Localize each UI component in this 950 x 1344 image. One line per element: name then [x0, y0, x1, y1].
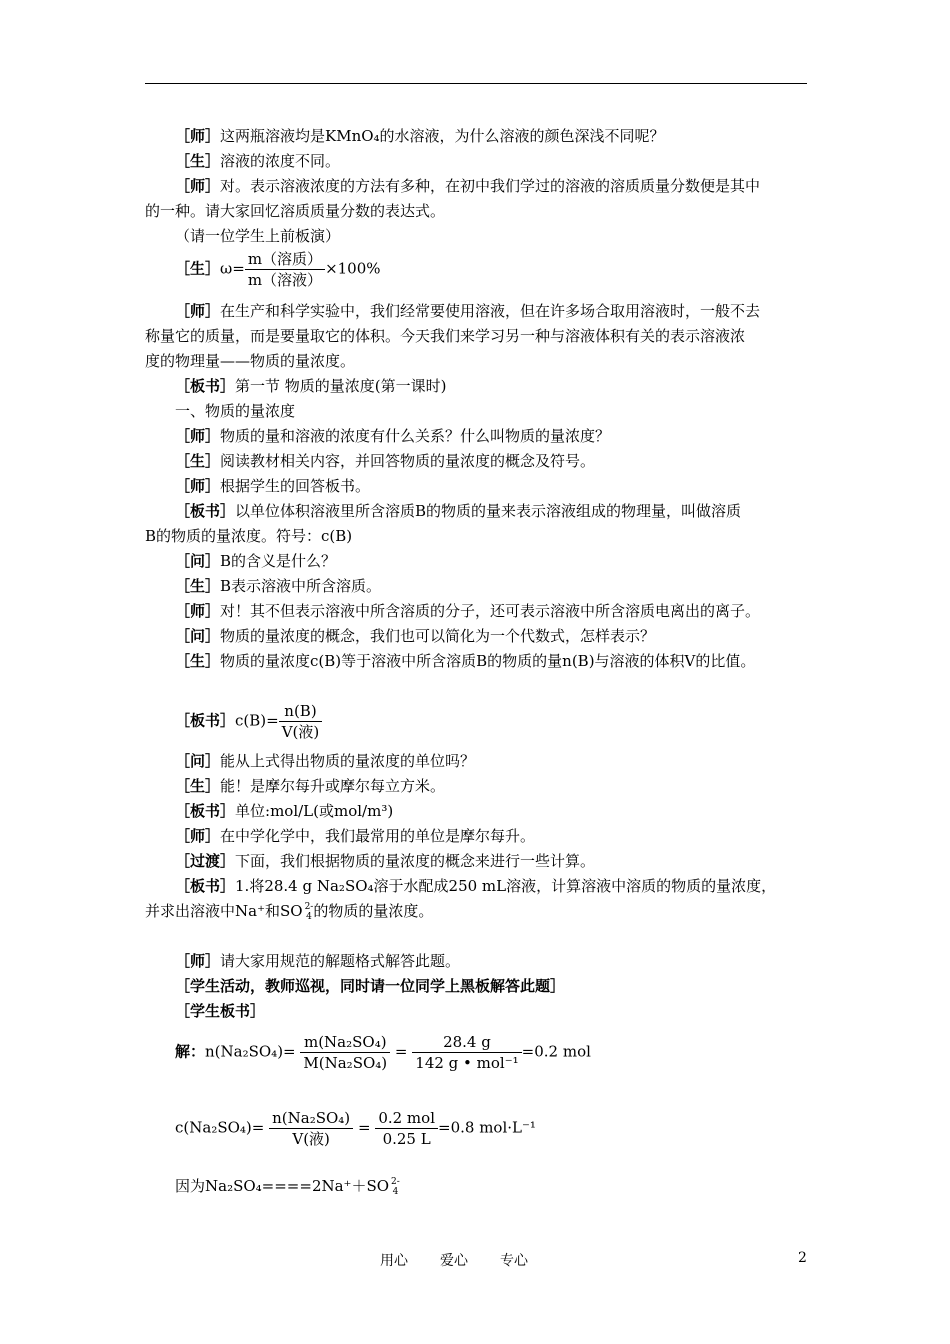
paragraph-teacher-3 [175, 301, 760, 321]
paragraph-text: B的含义是什么？ [220, 552, 337, 570]
paragraph-text: 溶液的浓度不同。 [220, 152, 341, 170]
paragraph-transition [175, 851, 595, 871]
numerator: n(Na₂SO₄) [269, 1108, 353, 1129]
paragraph-text: 在中学化学中，我们最常用的单位是摩尔每升。 [220, 827, 536, 845]
paragraph-teacher-7 [175, 826, 535, 846]
ion-charge-top: 2- [304, 902, 314, 912]
paragraph-text: 下面，我们根据物质的量浓度的概念来进行一些计算。 [235, 852, 596, 870]
speaker-tag: ［师］ [175, 952, 221, 970]
speaker-tag: ［生］ [175, 577, 221, 595]
fraction [279, 701, 323, 742]
fraction [269, 1108, 353, 1149]
numerator: 28.4 g [412, 1032, 521, 1053]
fraction [300, 1032, 390, 1073]
activity-note: ［学生活动，教师巡视，同时请一位同学上黑板解答此题］ [175, 977, 566, 995]
speaker-tag: ［板书］ [175, 711, 236, 730]
paragraph-text: 对。表示溶液浓度的方法有多种，在初中我们学过的溶液的溶质质量分数便是其中 [220, 177, 761, 195]
ion-charge [391, 1177, 400, 1197]
speaker-tag: ［师］ [175, 127, 221, 145]
numerator: 0.2 mol [375, 1108, 438, 1129]
paragraph-student-4 [175, 651, 755, 671]
paragraph-teacher-5 [175, 476, 370, 496]
speaker-tag: ［板书］ [175, 802, 236, 820]
board-problem [175, 876, 776, 896]
equation-moles [175, 1032, 591, 1073]
paragraph-question-2 [175, 626, 655, 646]
paragraph-text: 1.将28.4 g Na₂SO₄溶于水配成250 mL溶液，计算溶液中溶质的物质的量浓度， [235, 877, 777, 895]
paragraph-note: （请一位学生上前板演） [175, 227, 341, 245]
denominator: 0.25 L [382, 1130, 431, 1148]
student-board-heading: ［学生板书］ [175, 1002, 266, 1020]
board-unit [175, 801, 393, 821]
solution-label: 解： [175, 1042, 206, 1061]
speaker-tag: ［生］ [175, 777, 221, 795]
numerator: m（溶质） [245, 249, 325, 270]
board-definition [175, 501, 741, 521]
paragraph-continuation: 称量它的质量，而是要量取它的体积。今天我们来学习另一种与溶液体积有关的表示溶液浓 [145, 327, 746, 345]
header-rule [145, 83, 807, 84]
paragraph-text: 物质的量浓度的概念，我们也可以简化为一个代数式，怎样表示？ [220, 627, 656, 645]
paragraph-text: 这两瓶溶液均是KMnO₄的水溶液，为什么溶液的颜色深浅不同呢？ [220, 127, 665, 145]
denominator: V(液) [281, 723, 320, 741]
paragraph-text: 对！其不但表示溶液中所含溶质的分子，还可表示溶液中所含溶质电离出的离子。 [220, 602, 761, 620]
paragraph-student-2 [175, 451, 595, 471]
paragraph-text: 请大家用规范的解题格式解答此题。 [220, 952, 461, 970]
fraction [412, 1032, 521, 1073]
paragraph-teacher-2 [175, 176, 760, 196]
equation-dissociation [175, 1176, 400, 1197]
paragraph-text: 能！是摩尔每升或摩尔每立方米。 [220, 777, 446, 795]
paragraph-text: 并求出溶液中Na⁺和SO [145, 902, 303, 920]
fraction [245, 249, 325, 290]
denominator: M(Na₂SO₄) [303, 1054, 388, 1072]
paragraph-teacher-1 [175, 126, 665, 146]
paragraph-teacher-8 [175, 951, 460, 971]
speaker-tag: ［师］ [175, 477, 221, 495]
equation-lhs: c(Na₂SO₄)= [175, 1118, 265, 1137]
paragraph-text: 阅读教材相关内容，并回答物质的量浓度的概念及符号。 [220, 452, 596, 470]
paragraph-text: 因为Na₂SO₄====2Na⁺＋SO [175, 1177, 390, 1195]
paragraph-continuation: 度的物理量——物质的量浓度。 [145, 352, 356, 370]
board-heading [175, 376, 447, 396]
footer-text: 用心 [380, 1253, 408, 1269]
speaker-tag: ［问］ [175, 627, 221, 645]
ion-charge-bottom: 4 [392, 1187, 399, 1197]
equation-rhs: =0.2 mol [521, 1042, 591, 1061]
speaker-tag: ［板书］ [175, 377, 236, 395]
paragraph-student-1 [175, 151, 340, 171]
formula-lhs: ω= [220, 259, 245, 278]
ion-charge-bottom: 4 [306, 912, 312, 922]
paragraph-text: 以单位体积溶液里所含溶质B的物质的量来表示溶液组成的物理量，叫做溶质 [235, 502, 742, 520]
speaker-tag: ［生］ [175, 452, 221, 470]
paragraph-question-1 [175, 551, 336, 571]
paragraph-text: 单位:mol/L(或mol/m³) [235, 802, 394, 820]
ion-charge-top: 2- [391, 1177, 400, 1187]
equals-sign: = [394, 1042, 408, 1061]
paragraph-text: 能从上式得出物质的量浓度的单位吗？ [220, 752, 476, 770]
denominator: m（溶液） [247, 271, 323, 289]
denominator: V(液) [292, 1130, 330, 1148]
formula-molarity [175, 701, 322, 742]
paragraph-question-3 [175, 751, 475, 771]
equation-rhs: =0.8 mol·L⁻¹ [438, 1118, 536, 1137]
speaker-tag: ［师］ [175, 427, 221, 445]
speaker-tag: ［板书］ [175, 502, 236, 520]
speaker-tag: ［师］ [175, 302, 221, 320]
denominator: 142 g • mol⁻¹ [415, 1054, 519, 1072]
speaker-tag: ［问］ [175, 552, 221, 570]
page-number: 2 [798, 1250, 807, 1266]
page-footer [380, 1250, 560, 1270]
formula-lhs: c(B)= [235, 711, 279, 730]
formula-rhs: ×100% [325, 259, 381, 278]
paragraph-student-3 [175, 576, 381, 596]
paragraph-continuation: B的物质的量浓度。符号：c(B) [145, 527, 353, 545]
paragraph-text: 物质的量浓度c(B)等于溶液中所含溶质B的物质的量n(B)与溶液的体积V的比值。 [220, 652, 756, 670]
footer-text: 专心 [500, 1253, 528, 1269]
speaker-tag: ［生］ [175, 652, 221, 670]
formula-mass-fraction [175, 249, 381, 290]
section-heading: 一、物质的量浓度 [175, 402, 296, 420]
equation-lhs: n(Na₂SO₄)= [205, 1042, 296, 1061]
speaker-tag: ［问］ [175, 752, 221, 770]
equals-sign: = [357, 1118, 371, 1137]
paragraph-continuation: 的一种。请大家回忆溶质质量分数的表达式。 [145, 202, 446, 220]
footer-text: 爱心 [440, 1253, 468, 1269]
speaker-tag: ［师］ [175, 177, 221, 195]
paragraph-text: 的物质的量浓度。 [313, 902, 434, 920]
paragraph-text: 物质的量和溶液的浓度有什么关系？什么叫物质的量浓度？ [220, 427, 611, 445]
paragraph-student-5 [175, 776, 445, 796]
fraction [375, 1108, 438, 1149]
speaker-tag: ［师］ [175, 827, 221, 845]
paragraph-text: 第一节 物质的量浓度(第一课时) [235, 377, 447, 395]
speaker-tag: ［过渡］ [175, 852, 236, 870]
paragraph-text: B表示溶液中所含溶质。 [220, 577, 382, 595]
speaker-tag: ［生］ [175, 259, 221, 278]
paragraph-teacher-6 [175, 601, 760, 621]
speaker-tag: ［师］ [175, 602, 221, 620]
numerator: m(Na₂SO₄) [300, 1032, 390, 1053]
numerator: n(B) [279, 701, 323, 722]
paragraph-continuation [145, 901, 433, 922]
speaker-tag: ［生］ [175, 152, 221, 170]
paragraph-teacher-4 [175, 426, 610, 446]
paragraph-text: 根据学生的回答板书。 [220, 477, 371, 495]
speaker-tag: ［板书］ [175, 877, 236, 895]
paragraph-text: 在生产和科学实验中，我们经常要使用溶液，但在许多场合取用溶液时，一般不去 [220, 302, 761, 320]
equation-concentration [175, 1108, 536, 1149]
